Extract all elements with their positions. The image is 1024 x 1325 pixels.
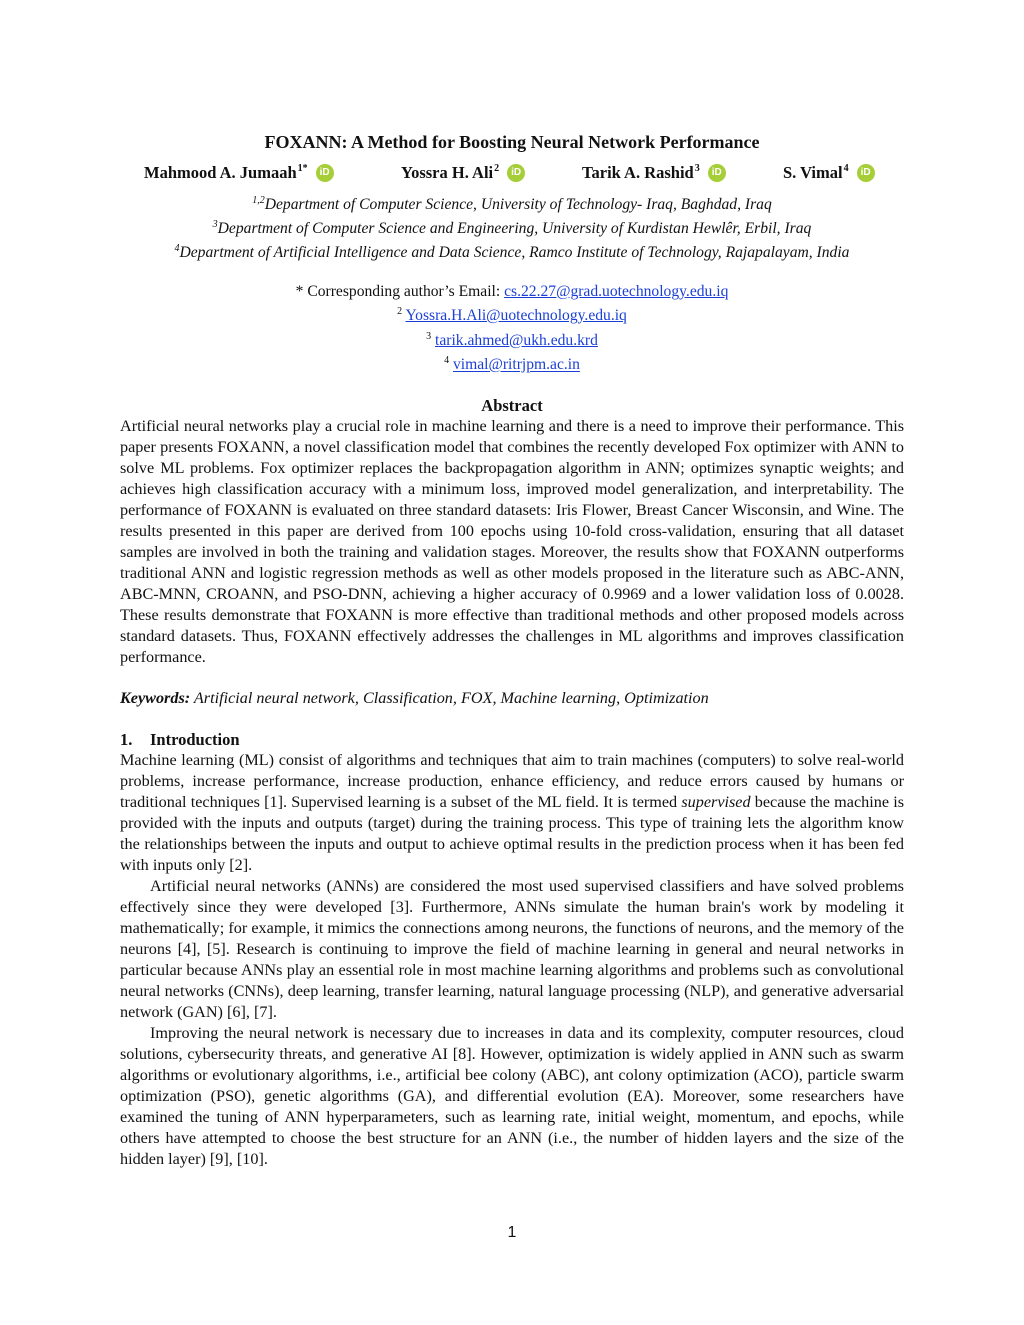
section-title: Introduction: [150, 730, 240, 750]
intro-paragraph-1: Machine learning (ML) consist of algorithms and techniques that aim to train machines (computers) to solve real-world problems, increase performance, increase production, enhance efficiency, and reduce errors caused by humans or traditional techniques [1]. Supervised learning is a subset of the ML field. It is termed supervised because the machine is provided with the inputs and outputs (target) during the training process. This type of training lets the algorithm know the relationships between the inputs and output to achieve optimal results in the prediction process when it has been fed with inputs only [2].: [120, 751, 904, 875]
paper-page: [120, 128, 904, 1170]
section-number: 1.: [120, 730, 133, 750]
affiliation-3: $^4$Department of Artificial Intelligence and Data Science, Ramco Institute of Technology, Rajapalayam, India: [174, 243, 850, 262]
author-sup: 3: [694, 163, 700, 174]
abstract-heading: Abstract: [481, 396, 543, 416]
orcid-icon[interactable]: iD: [857, 164, 875, 182]
email-link-1[interactable]: cs.22.27@grad.uotechnology.edu.iq: [504, 282, 729, 300]
email-link-2[interactable]: Yossra.H.Ali@uotechnology.edu.iq: [405, 307, 627, 325]
author-2: [401, 163, 525, 183]
author-3: [582, 163, 726, 183]
author-name: Mahmood A. Jumaah: [144, 163, 297, 182]
intro-paragraph-3: Improving the neural network is necessary due to increases in data and its complexity, computer resources, cloud solutions, cybersecurity threats, and generative AI [8]. However, optimization is widely applied in ANN such as swarm algorithms or evolutionary algorithms, i.e., artificial bee colony (ABC), ant colony optimization (ACO), particle swarm optimization (PSO), genetic algorithms (GA), and differential evolution (EA). Moreover, some researchers have examined the tuning of ANN hyperparameters, such as learning rate, initial weight, momentum, and epochs, while others have attempted to choose the best structure for an ANN (i.e., the number of hidden layers and the size of the hidden layer) [9], [10].: [120, 1024, 904, 1169]
email-line-2: $^2$ Yossra.H.Ali@uotechnology.edu.iq: [397, 306, 627, 325]
section-heading-introduction: [120, 729, 904, 750]
author-1: [144, 163, 334, 183]
author-name: Yossra H. Ali: [401, 163, 494, 182]
affiliation-1: $^{1,2}$Department of Computer Science, University of Technology- Iraq, Baghdad, Iraq: [252, 195, 772, 214]
paper-title: FOXANN: A Method for Boosting Neural Network Performance: [264, 132, 760, 152]
affiliations: [120, 191, 904, 264]
keywords-label: Keywords:: [120, 689, 191, 708]
intro-paragraph-2: Artificial neural networks (ANNs) are considered the most used supervised classifiers and have solved problems effectively since they were developed [3]. Furthermore, ANNs simulate the human brain's work by modeling it mathematically; for example, it mimics the connections among neurons, the functions of neurons, and the memory of the neurons [4], [5]. Research is continuing to improve the field of machine learning in general and neural networks in particular because ANNs play an essential role in most machine learning algorithms and problems such as convolutional neural networks (CNNs), deep learning, transfer learning, natural language processing (NLP), and generative adversarial network (GAN) [6], [7].: [120, 877, 904, 1022]
author-list: [120, 163, 904, 191]
orcid-icon[interactable]: iD: [316, 164, 334, 182]
email-line-3: $^3$ tarik.ahmed@ukh.edu.krd: [426, 330, 598, 349]
orcid-icon[interactable]: iD: [507, 164, 525, 182]
email-link-4[interactable]: vimal@ritrjpm.ac.in: [452, 356, 580, 374]
author-name: S. Vimal: [783, 163, 843, 182]
author-sup: 1*: [297, 163, 308, 174]
orcid-icon[interactable]: iD: [708, 164, 726, 182]
author-sup: 4: [843, 163, 849, 174]
author-name: Tarik A. Rashid: [582, 163, 694, 182]
email-link-3[interactable]: tarik.ahmed@ukh.edu.krd: [435, 331, 598, 349]
keywords: [120, 688, 904, 709]
author-4: [783, 163, 875, 183]
affiliation-2: $^3$Department of Computer Science and Engineering, University of Kurdistan Hewlêr, Erbil, Iraq: [212, 219, 812, 238]
email-line-4: $^4$ vimal@ritrjpm.ac.in: [444, 355, 580, 374]
corresponding-email-line: [120, 282, 904, 303]
keywords-text: Artificial neural network, Classification, FOX, Machine learning, Optimization: [193, 689, 709, 708]
abstract-text: Artificial neural networks play a crucial role in machine learning and there is a need to improve their performance. This paper presents FOXANN, a novel classification model that combines the recently developed Fox optimizer with ANN to solve ML problems. Fox optimizer replaces the backpropagation algorithm in ANN; optimizes synaptic weights; and achieves high classification accuracy with a minimum loss, improved model generalization, and interpretability. The performance of FOXANN is evaluated on three standard datasets: Iris Flower, Breast Cancer Wisconsin, and Wine. The results presented in this paper are derived from 100 epochs using 10-fold cross-validation, ensuring that all dataset samples are involved in both the training and validation stages. Moreover, the results show that FOXANN outperforms traditional ANN and logistic regression methods as well as other models proposed in the literature such as ABC-ANN, ABC-MNN, CROANN, and PSO-DNN, achieving a higher accuracy of 0.9969 and a lower validation loss of 0.0028. These results demonstrate that FOXANN is more effective than traditional methods and other proposed models across standard datasets. Thus, FOXANN effectively addresses the challenges in ML algorithms and improves classification performance.: [120, 417, 904, 667]
corresponding-label: * Corresponding author’s Email:: [295, 282, 501, 300]
page-number: 1: [507, 1224, 517, 1241]
author-sup: 2: [494, 163, 500, 174]
contact-emails: [120, 282, 904, 377]
